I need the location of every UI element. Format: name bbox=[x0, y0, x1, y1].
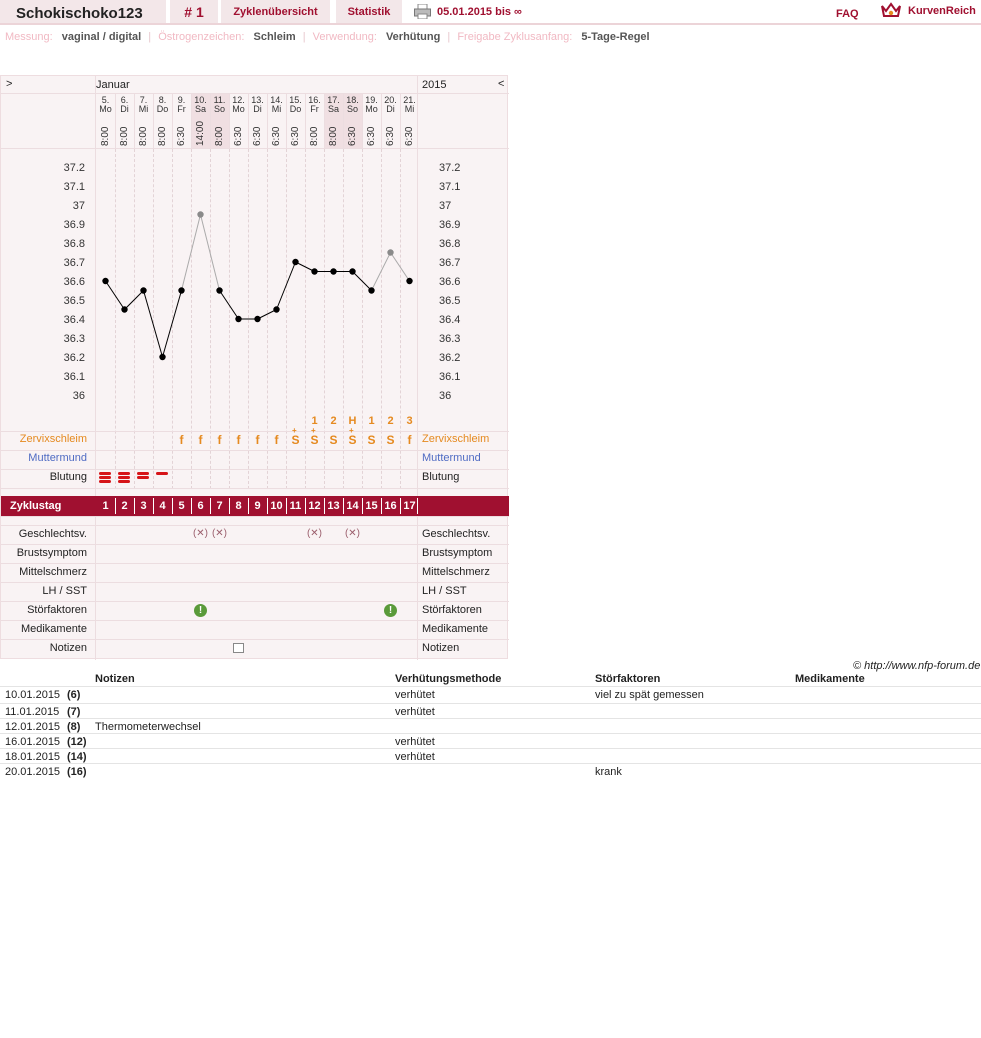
day-date: 19. bbox=[365, 95, 378, 105]
note-text: Thermometerwechsel bbox=[95, 721, 201, 733]
row-label-gv: Geschlechtsv. bbox=[18, 528, 87, 540]
cervical-mucus-mark[interactable]: S bbox=[367, 433, 376, 447]
intercourse-icon[interactable]: (✕) bbox=[306, 528, 323, 539]
cervical-mucus-mark[interactable]: f bbox=[274, 433, 279, 447]
day-date: 9. bbox=[177, 95, 186, 105]
measure-time: 6:30 bbox=[176, 126, 187, 146]
temperature-line-segment bbox=[220, 291, 239, 320]
y-tick-label: 36.7 bbox=[63, 257, 85, 269]
measure-time: 8:00 bbox=[309, 126, 320, 146]
cycle-day-divider bbox=[343, 498, 344, 514]
temperature-point[interactable] bbox=[140, 287, 146, 293]
day-weekday: Mo bbox=[365, 104, 378, 114]
day-header bbox=[381, 96, 400, 114]
cycle-number-tab[interactable]: # 1 bbox=[170, 0, 218, 23]
bleeding-mark[interactable] bbox=[118, 472, 130, 475]
bleeding-mark[interactable] bbox=[156, 472, 168, 475]
cervical-mucus-mark[interactable]: S bbox=[329, 433, 338, 447]
temperature-line-segment bbox=[106, 281, 125, 310]
y-tick-label: 36.4 bbox=[439, 314, 461, 326]
day-date: 12. bbox=[232, 95, 245, 105]
cycle-day-divider bbox=[210, 498, 211, 514]
row-label-right-blutung: Blutung bbox=[422, 471, 460, 483]
row-label-right-mittel: Mittelschmerz bbox=[422, 566, 490, 578]
nav-prev-button[interactable]: > bbox=[6, 78, 13, 90]
cycle-day-number: 16 bbox=[384, 500, 397, 512]
day-date: 10. bbox=[194, 95, 207, 105]
bleeding-mark[interactable] bbox=[99, 476, 111, 479]
y-tick-label: 36.4 bbox=[63, 314, 85, 326]
row-label-right-zervix: Zervixschleim bbox=[422, 433, 490, 445]
day-weekday: Mo bbox=[232, 104, 245, 114]
intercourse-icon[interactable]: (✕) bbox=[192, 528, 209, 539]
cycle-day-number: 13 bbox=[327, 500, 340, 512]
temperature-line-segment bbox=[277, 262, 296, 310]
y-tick-label: 37 bbox=[72, 200, 85, 212]
day-date: 11. bbox=[213, 95, 226, 105]
row-label-right-notizen: Notizen bbox=[422, 642, 460, 654]
cycle-day-number: 5 bbox=[178, 500, 185, 512]
row-line bbox=[1, 450, 509, 451]
day-weekday: So bbox=[213, 104, 225, 114]
bleeding-mark[interactable] bbox=[99, 480, 111, 483]
note-cycle-day: (7) bbox=[67, 706, 81, 718]
cycle-day-number: 2 bbox=[121, 500, 128, 512]
peak-count-label: 2 bbox=[330, 415, 337, 427]
cycle-day-divider bbox=[400, 498, 401, 514]
note-method: verhütet bbox=[395, 751, 435, 763]
cycle-day-divider bbox=[134, 498, 135, 514]
printer-icon[interactable] bbox=[414, 4, 431, 19]
y-tick-label: 36.7 bbox=[439, 257, 461, 269]
row-line bbox=[1, 563, 509, 564]
cycle-day-divider bbox=[324, 498, 325, 514]
day-header bbox=[191, 96, 210, 114]
temperature-point[interactable] bbox=[292, 259, 298, 265]
day-header bbox=[115, 96, 134, 114]
temperature-point[interactable] bbox=[349, 268, 355, 274]
day-weekday: Di bbox=[386, 104, 395, 114]
cycle-day-number: 12 bbox=[308, 500, 321, 512]
row-line bbox=[1, 544, 509, 545]
y-tick-label: 36 bbox=[439, 390, 452, 402]
day-weekday: Fr bbox=[177, 104, 186, 114]
cycle-day-divider bbox=[381, 498, 382, 514]
temperature-point[interactable] bbox=[102, 278, 108, 284]
cycle-day-number: 3 bbox=[140, 500, 147, 512]
mucus-plus-mark: + bbox=[311, 426, 316, 435]
y-tick-label: 37.1 bbox=[439, 181, 461, 193]
cycle-day-number: 7 bbox=[216, 500, 223, 512]
setting-label-estrogen: Östrogenzeichen: bbox=[158, 31, 245, 43]
day-date: 20. bbox=[384, 95, 397, 105]
cycle-day-number: 1 bbox=[102, 500, 109, 512]
peak-count-label: H bbox=[348, 415, 357, 427]
cycle-day-number: 11 bbox=[289, 500, 302, 512]
setting-value-measure: vaginal / digital bbox=[61, 31, 142, 43]
temperature-chart bbox=[1, 151, 509, 431]
y-tick-label: 36.3 bbox=[63, 333, 85, 345]
y-tick-label: 36.1 bbox=[439, 371, 461, 383]
note-disturbance: krank bbox=[595, 766, 622, 778]
y-tick-label: 36.6 bbox=[439, 276, 461, 288]
day-date: 16. bbox=[308, 95, 321, 105]
day-date: 18. bbox=[346, 95, 359, 105]
notes-table-row bbox=[0, 686, 981, 702]
warning-icon[interactable]: ! bbox=[194, 604, 207, 617]
cervical-mucus-mark[interactable]: f bbox=[236, 433, 241, 447]
day-header bbox=[153, 96, 172, 114]
day-weekday: Di bbox=[253, 104, 262, 114]
cycle-day-divider bbox=[417, 498, 418, 514]
day-date: 8. bbox=[158, 95, 167, 105]
cycle-day-number: 14 bbox=[346, 500, 359, 512]
notes-table-row bbox=[0, 733, 981, 749]
temperature-point[interactable] bbox=[216, 287, 222, 293]
day-date: 5. bbox=[101, 95, 110, 105]
note-cycle-day: (8) bbox=[67, 721, 81, 733]
temperature-line-segment bbox=[144, 291, 163, 358]
row-line bbox=[1, 469, 509, 470]
measure-time: 6:30 bbox=[366, 126, 377, 146]
cycle-day-number: 8 bbox=[235, 500, 242, 512]
setting-label-usage: Verwendung: bbox=[312, 31, 377, 43]
row-label-brust: Brustsymptom bbox=[16, 547, 87, 559]
cycle-day-divider bbox=[172, 498, 173, 514]
row-label-right-muttermund: Muttermund bbox=[422, 452, 481, 464]
day-header bbox=[362, 96, 381, 114]
y-tick-label: 36.2 bbox=[63, 352, 85, 364]
measure-time: 8:00 bbox=[328, 126, 339, 146]
logo-text: KurvenReich bbox=[908, 5, 976, 17]
note-method: verhütet bbox=[395, 736, 435, 748]
temperature-point[interactable] bbox=[197, 211, 203, 217]
note-date: 10.01.2015 bbox=[5, 689, 61, 701]
day-weekday: Di bbox=[120, 104, 129, 114]
measure-time: 6:30 bbox=[233, 126, 244, 146]
measure-time: 8:00 bbox=[100, 126, 111, 146]
header-divider bbox=[0, 23, 981, 25]
measure-time: 8:00 bbox=[119, 126, 130, 146]
temperature-point[interactable] bbox=[178, 287, 184, 293]
y-tick-label: 36.1 bbox=[63, 371, 85, 383]
measure-time: 8:00 bbox=[214, 126, 225, 146]
cycle-day-number: 9 bbox=[254, 500, 261, 512]
day-weekday: Mi bbox=[271, 104, 282, 114]
cervical-mucus-mark[interactable]: f bbox=[179, 433, 184, 447]
row-line bbox=[1, 516, 509, 517]
cycle-day-divider bbox=[305, 498, 306, 514]
note-disturbance: viel zu spät gemessen bbox=[595, 689, 704, 701]
note-date: 18.01.2015 bbox=[5, 751, 61, 763]
setting-value-release: 5-Tage-Regel bbox=[581, 31, 650, 43]
row-label-zervix: Zervixschleim bbox=[19, 433, 87, 445]
bleeding-mark[interactable] bbox=[137, 472, 149, 475]
note-method: verhütet bbox=[395, 706, 435, 718]
peak-count-label: 1 bbox=[368, 415, 375, 427]
day-weekday: Mi bbox=[138, 104, 149, 114]
day-header bbox=[96, 96, 115, 114]
day-date: 17. bbox=[327, 95, 340, 105]
note-cycle-day: (6) bbox=[67, 689, 81, 701]
measure-time: 6:30 bbox=[385, 126, 396, 146]
tab-cycle-overview[interactable]: Zyklenübersicht bbox=[221, 0, 330, 23]
y-tick-label: 37 bbox=[439, 200, 452, 212]
cycle-day-label: Zyklustag bbox=[10, 500, 62, 512]
setting-value-usage: Verhütung bbox=[385, 31, 441, 43]
day-date: 15. bbox=[289, 95, 302, 105]
cycle-day-number: 6 bbox=[197, 500, 204, 512]
y-tick-label: 37.2 bbox=[63, 162, 85, 174]
crown-heart-icon bbox=[880, 2, 902, 20]
day-header bbox=[343, 96, 362, 114]
notes-col-header: Notizen bbox=[95, 673, 135, 685]
mucus-plus-mark: + bbox=[292, 426, 297, 435]
note-icon[interactable] bbox=[233, 643, 244, 653]
date-range: 05.01.2015 bis ∞ bbox=[437, 6, 522, 18]
medication-col-header: Medikamente bbox=[795, 673, 865, 685]
note-date: 12.01.2015 bbox=[5, 721, 61, 733]
temperature-point[interactable] bbox=[235, 316, 241, 322]
temperature-line-segment bbox=[391, 253, 410, 282]
notes-table-row bbox=[0, 718, 981, 734]
y-tick-label: 36.5 bbox=[63, 295, 85, 307]
day-date: 13. bbox=[251, 95, 264, 105]
cervical-mucus-mark[interactable]: S bbox=[386, 433, 395, 447]
day-weekday: Sa bbox=[194, 104, 206, 114]
row-label-notizen: Notizen bbox=[49, 642, 87, 654]
day-header bbox=[248, 96, 267, 114]
nav-next-button[interactable]: < bbox=[498, 78, 505, 90]
day-date: 14. bbox=[270, 95, 283, 105]
day-header bbox=[229, 96, 248, 114]
day-weekday: Mi bbox=[404, 104, 415, 114]
intercourse-icon[interactable]: (✕) bbox=[344, 528, 361, 539]
row-label-lh: LH / SST bbox=[42, 585, 87, 597]
row-line bbox=[1, 431, 509, 432]
cycle-day-number: 17 bbox=[403, 500, 416, 512]
cycle-day-divider bbox=[115, 498, 116, 514]
temperature-line-segment bbox=[125, 291, 144, 310]
row-line bbox=[1, 620, 509, 621]
y-tick-label: 36.8 bbox=[63, 238, 85, 250]
row-label-mittel: Mittelschmerz bbox=[19, 566, 87, 578]
row-line bbox=[1, 525, 509, 526]
day-header bbox=[210, 96, 229, 114]
measure-time: 6:30 bbox=[271, 126, 282, 146]
y-tick-label: 36.8 bbox=[439, 238, 461, 250]
month-label: Januar bbox=[96, 79, 130, 91]
bleeding-mark[interactable] bbox=[118, 476, 130, 479]
temperature-point[interactable] bbox=[311, 268, 317, 274]
note-date: 16.01.2015 bbox=[5, 736, 61, 748]
day-date: 7. bbox=[139, 95, 148, 105]
notes-table-row bbox=[0, 703, 981, 719]
temperature-point[interactable] bbox=[273, 306, 279, 312]
cycle-day-bar bbox=[1, 496, 509, 516]
faq-link[interactable]: FAQ bbox=[836, 8, 859, 20]
cycle-day-number: 4 bbox=[159, 500, 166, 512]
temperature-point[interactable] bbox=[159, 354, 165, 360]
bleeding-mark[interactable] bbox=[99, 472, 111, 475]
cycle-day-divider bbox=[248, 498, 249, 514]
cycle-day-divider bbox=[153, 498, 154, 514]
cycle-day-divider bbox=[229, 498, 230, 514]
notes-table-row bbox=[0, 763, 981, 779]
tab-statistics[interactable]: Statistik bbox=[336, 0, 402, 23]
cycle-day-divider bbox=[362, 498, 363, 514]
cycle-day-divider bbox=[267, 498, 268, 514]
y-tick-label: 36.5 bbox=[439, 295, 461, 307]
method-col-header: Verhütungsmethode bbox=[395, 673, 502, 685]
temperature-point[interactable] bbox=[330, 268, 336, 274]
day-header bbox=[400, 96, 419, 114]
day-weekday: Do bbox=[289, 104, 302, 114]
row-label-blutung: Blutung bbox=[49, 471, 87, 483]
measure-time: 14:00 bbox=[195, 120, 206, 146]
temperature-point[interactable] bbox=[121, 306, 127, 312]
y-tick-label: 36.6 bbox=[63, 276, 85, 288]
row-line bbox=[1, 93, 509, 94]
y-tick-label: 36.9 bbox=[63, 219, 85, 231]
row-label-muttermund: Muttermund bbox=[28, 452, 87, 464]
cycle-day-divider bbox=[191, 498, 192, 514]
y-tick-label: 37.2 bbox=[439, 162, 461, 174]
temperature-line-segment bbox=[163, 291, 182, 358]
day-weekday: So bbox=[346, 104, 358, 114]
note-method: verhütet bbox=[395, 689, 435, 701]
cervical-mucus-mark[interactable]: f bbox=[255, 433, 260, 447]
cervical-mucus-mark[interactable]: f bbox=[407, 433, 412, 447]
mucus-plus-mark: + bbox=[349, 426, 354, 435]
cervical-mucus-mark[interactable]: S + bbox=[310, 426, 319, 447]
warning-icon[interactable]: ! bbox=[384, 604, 397, 617]
cervical-mucus-mark[interactable]: S + bbox=[348, 426, 357, 447]
day-date: 6. bbox=[120, 95, 129, 105]
intercourse-icon[interactable]: (✕) bbox=[211, 528, 228, 539]
bleeding-mark[interactable] bbox=[137, 476, 149, 479]
disturbance-col-header: Störfaktoren bbox=[595, 673, 661, 685]
day-weekday: Mo bbox=[99, 104, 112, 114]
peak-count-label: 3 bbox=[406, 415, 413, 427]
note-date: 11.01.2015 bbox=[5, 706, 60, 718]
row-line bbox=[1, 582, 509, 583]
cycle-day-number: 10 bbox=[270, 500, 283, 512]
cycle-day-number: 15 bbox=[365, 500, 378, 512]
day-date: 21. bbox=[403, 95, 416, 105]
note-cycle-day: (12) bbox=[67, 736, 87, 748]
measure-time: 8:00 bbox=[157, 126, 168, 146]
measure-time: 6:30 bbox=[404, 126, 415, 146]
setting-value-estrogen: Schleim bbox=[253, 31, 296, 43]
note-date: 20.01.2015 bbox=[5, 766, 61, 778]
temperature-point[interactable] bbox=[387, 249, 393, 255]
day-header bbox=[324, 96, 343, 114]
peak-count-label: 1 bbox=[311, 415, 318, 427]
day-header bbox=[134, 96, 153, 114]
note-cycle-day: (14) bbox=[67, 751, 87, 763]
kurvenreich-logo[interactable] bbox=[880, 2, 976, 23]
temperature-line-segment bbox=[201, 215, 220, 291]
temperature-line-segment bbox=[372, 253, 391, 291]
setting-label-measure: Messung: bbox=[5, 31, 53, 43]
day-weekday: Fr bbox=[310, 104, 319, 114]
row-label-right-brust: Brustsymptom bbox=[422, 547, 493, 559]
row-label-right-med: Medikamente bbox=[422, 623, 489, 635]
row-line bbox=[1, 148, 509, 149]
peak-count-label: 2 bbox=[387, 415, 394, 427]
row-label-right-lh: LH / SST bbox=[422, 585, 467, 597]
bleeding-mark[interactable] bbox=[118, 480, 130, 483]
row-label-right-gv: Geschlechtsv. bbox=[422, 528, 491, 540]
measure-time: 6:30 bbox=[347, 126, 358, 146]
day-header bbox=[172, 96, 191, 114]
row-line bbox=[1, 639, 509, 640]
temperature-point[interactable] bbox=[254, 316, 260, 322]
temperature-point[interactable] bbox=[368, 287, 374, 293]
temperature-line-segment bbox=[353, 272, 372, 291]
row-label-med: Medikamente bbox=[20, 623, 87, 635]
measure-time: 6:30 bbox=[252, 126, 263, 146]
row-label-right-stoer: Störfaktoren bbox=[422, 604, 482, 616]
measure-time: 8:00 bbox=[138, 126, 149, 146]
cycle-chart-panel bbox=[0, 75, 508, 659]
row-label-stoer: Störfaktoren bbox=[27, 604, 87, 616]
day-weekday: Do bbox=[156, 104, 169, 114]
cervical-mucus-mark[interactable]: S + bbox=[291, 426, 300, 447]
row-line bbox=[1, 488, 509, 489]
setting-label-release: Freigabe Zyklusanfang: bbox=[457, 31, 573, 43]
temperature-point[interactable] bbox=[406, 278, 412, 284]
y-tick-label: 36.9 bbox=[439, 219, 461, 231]
y-tick-label: 36.2 bbox=[439, 352, 461, 364]
notes-table-row bbox=[0, 748, 981, 764]
y-tick-label: 36.3 bbox=[439, 333, 461, 345]
day-weekday: Sa bbox=[327, 104, 339, 114]
temperature-line-segment bbox=[182, 215, 201, 291]
cervical-mucus-mark[interactable]: f bbox=[198, 433, 203, 447]
username-label: Schokischoko123 bbox=[0, 0, 166, 23]
year-label: 2015 bbox=[422, 79, 447, 91]
cycle-day-divider bbox=[286, 498, 287, 514]
settings-line: Messung: vaginal / digital | Östrogenzeichen: Schleim | Verwendung: Verhütung | Freigabe Zyklusanfang: 5-Tage-Regel bbox=[5, 31, 650, 43]
day-header bbox=[267, 96, 286, 114]
day-header bbox=[286, 96, 305, 114]
copyright-link[interactable]: © http://www.nfp-forum.de bbox=[853, 660, 981, 672]
y-tick-label: 36 bbox=[72, 390, 85, 402]
cervical-mucus-mark[interactable]: f bbox=[217, 433, 222, 447]
day-header bbox=[305, 96, 324, 114]
measure-time: 6:30 bbox=[290, 126, 301, 146]
note-cycle-day: (16) bbox=[67, 766, 87, 778]
y-tick-label: 37.1 bbox=[63, 181, 85, 193]
row-line bbox=[1, 601, 509, 602]
